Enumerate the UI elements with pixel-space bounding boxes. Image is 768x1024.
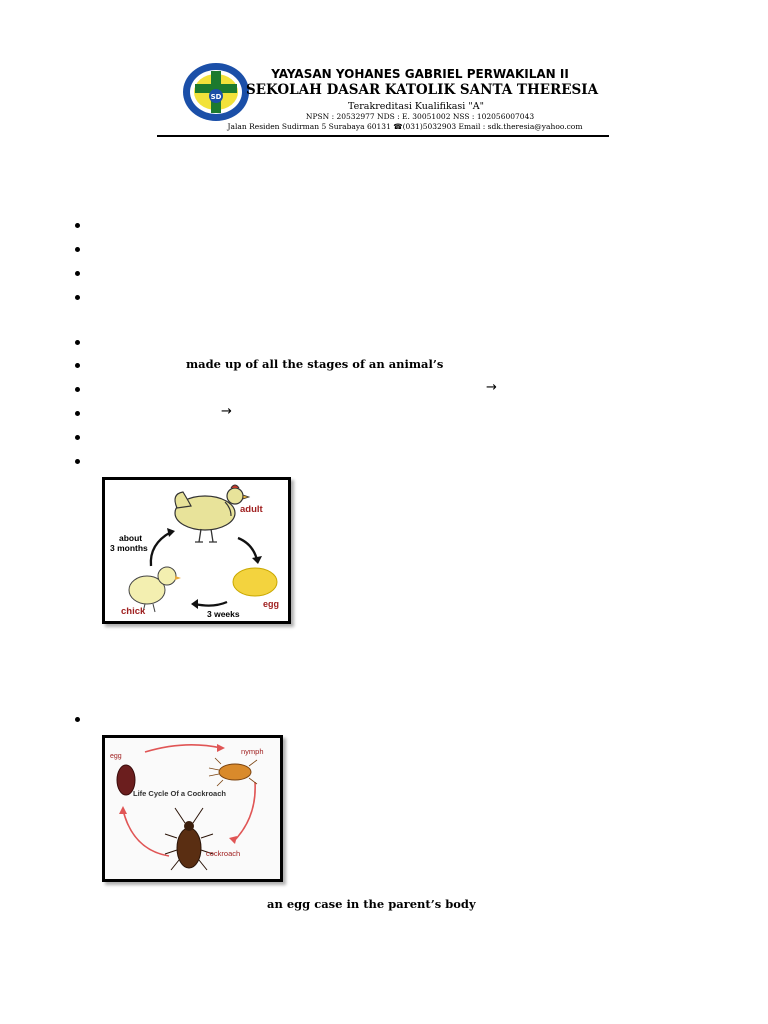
list-item [71, 429, 761, 449]
school-address: Jalan Residen Sudirman 5 Surabaya 60131 ☎(031)5032903 Email : sdk.theresia@yahoo.com [227, 122, 583, 131]
list-item [71, 381, 761, 401]
bullet-dot [75, 295, 80, 300]
bullet-dot [75, 411, 80, 416]
foundation-name: YAYASAN YOHANES GABRIEL PERWAKILAN II [271, 67, 569, 81]
logo-text: SD [210, 93, 222, 101]
right-arrow-icon: → [486, 380, 497, 395]
bullet-dot [75, 247, 80, 252]
bullet-dot [75, 717, 80, 722]
label-adult: adult [240, 504, 263, 515]
list-item [71, 265, 761, 285]
school-name: SEKOLAH DASAR KATOLIK SANTA THERESIA [246, 82, 599, 98]
list-item [71, 289, 761, 309]
list-item [71, 711, 761, 731]
list-item [71, 453, 761, 473]
bullet-dot [75, 340, 80, 345]
list-item [71, 217, 761, 237]
accreditation: Terakreditasi Kualifikasi "A" [348, 101, 484, 112]
cockroach-caption: an egg case in the parent’s body [267, 897, 476, 911]
list-item [71, 334, 761, 354]
label-egg: egg [263, 599, 280, 609]
label-about: about [119, 533, 143, 543]
figure-title: Life Cycle Of a Cockroach [133, 789, 226, 798]
label-egg: egg [110, 753, 122, 760]
list-item [71, 241, 761, 261]
school-ids: NPSN : 20532977 NDS : E. 30051002 NSS : 102056007043 [305, 112, 535, 121]
school-logo [181, 62, 251, 122]
bullet-dot [75, 459, 80, 464]
hen-icon [175, 485, 249, 542]
label-chick: chick [121, 606, 146, 617]
label-3-weeks: 3 weeks [207, 609, 240, 619]
label-cockroach: cockroach [206, 849, 241, 858]
chicken-life-cycle-figure [102, 477, 291, 624]
list-item-text: made up of all the stages of an animal’s [186, 357, 444, 371]
bullet-dot [75, 271, 80, 276]
cockroach-life-cycle-illustration [105, 738, 280, 879]
cockroach-life-cycle-figure [102, 735, 283, 882]
label-3-months: 3 months [110, 543, 148, 553]
label-nymph: nymph [241, 747, 264, 756]
bullet-dot [75, 435, 80, 440]
bullet-dot [75, 223, 80, 228]
bullet-dot [75, 363, 80, 368]
list-item [71, 405, 761, 425]
bullet-dot [75, 387, 80, 392]
egg-icon [233, 568, 277, 596]
right-arrow-icon: → [221, 404, 232, 419]
letterhead-divider [157, 135, 609, 137]
list-item [71, 357, 761, 377]
